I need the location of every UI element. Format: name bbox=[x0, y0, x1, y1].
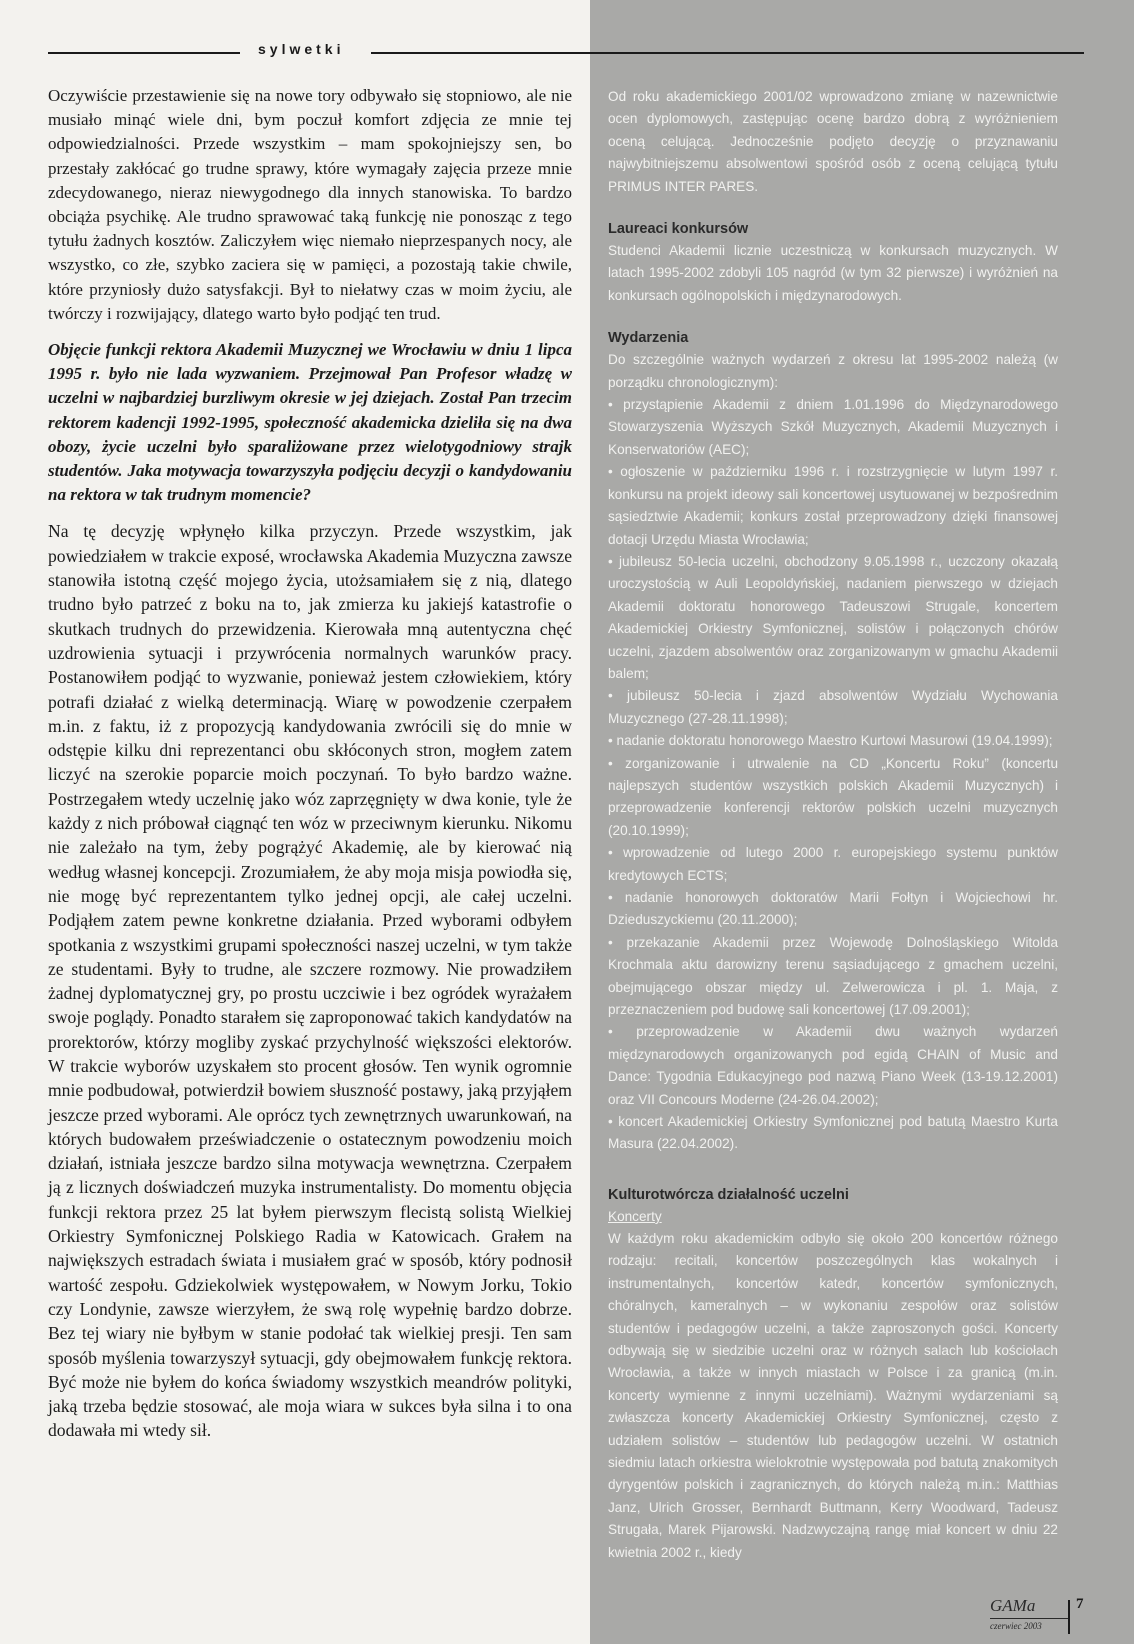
event-item: • przekazanie Akademii przez Wojewodę Dolnośląskiego Witolda Krochmala aktu darowizny terenu sąsiadującego z gmachem uczelni, obejmującego obszar między ul. Zelwerowicza i pl. 1. Maja, z przeznaczeniem pod budowę sali koncertowej (17.09.2001); bbox=[608, 934, 1058, 1018]
event-item: • przystąpienie Akademii z dniem 1.01.1996 do Międzynarodowego Stowarzyszenia Wyższych Szkół Muzycznych, Akademii Muzycznych i Konserwatoriów (AEC); bbox=[608, 397, 1058, 457]
koncerty-text: W każdym roku akademickim odbyło się około 200 koncertów różnego rodzaju: recitali, koncertów poszczególnych klas wokalnych i instrumentalnych, koncertów katedr, koncertów symfonicznych, chóralnych, kameralnych – w wykonaniu zespołów oraz solistów studentów i pedagogów uczelni, a także zaproszonych gości. Koncerty odbywają się w siedzibie uczelni oraz w różnych salach lub kościołach Wrocławia, a także w innych miastach w Polsce i za granicą (m.in. koncerty wymienne z innymi uczelniami). Ważnymi wydarzeniami są zwłaszcza koncerty Akademickiej Orkiestry Symfonicznej, często z udziałem solistów – studentów lub pedagogów uczelni. W ostatnich siedmiu latach orkiestra wielokrotnie występowała pod batutą znakomitych dyrygentów polskich i zagranicznych, do których należą m.in.: Matthias Janz, Ulrich Grosser, Bernhardt Buttmann, Kerry Woodward, Tadeusz Strugała, Marek Pijarowski. Nadzwyczajną rangę miał koncert w dniu 22 kwietnia 2002 r., kiedy bbox=[608, 1230, 1058, 1560]
event-item: • nadanie doktoratu honorowego Maestro Kurtowi Masurowi (19.04.1999); bbox=[608, 733, 1053, 749]
event-item: • wprowadzenie od lutego 2000 r. europejskiego systemu punktów kredytowych ECTS; bbox=[608, 845, 1058, 883]
laureaci-text: Studenci Akademii licznie uczestniczą w konkursach muzycznych. W latach 1995-2002 zdobyli 105 nagród (w tym 32 pierwsze) i wyróżnień na konkursach ogólnopolskich i międzynarodowych. bbox=[608, 243, 1058, 303]
kultura-heading: Kulturotwórcza działalność uczelni bbox=[608, 1186, 849, 1203]
wydarzenia-intro: Do szczególnie ważnych wydarzeń z okresu lat 1995-2002 należą (w porządku chronologicznym): bbox=[608, 352, 1058, 390]
sidebar-intro: Od roku akademickiego 2001/02 wprowadzono zmianę w nazewnictwie ocen dyplomowych, zastępując ocenę bardzo dobrą z wyróżnieniem oceną celującą. Jednocześnie podjęto decyzję o przyznawaniu najwybitniejszemu absolwentowi spośród osób z oceną celującą tytułu PRIMUS INTER PARES. bbox=[608, 89, 1058, 194]
page-header bbox=[48, 40, 1084, 64]
answer-paragraph: Oczywiście przestawienie się na nowe tory odbywało się stopniowo, ale nie musiało minąć wiele dni, bym poczuł komfort zdjęcia ze mnie tej odpowiedzialności. Przede wszystkim – mam spokojniejszy sen, bo przestały zakłócać go trudne sprawy, które wymagały zajęcia przeze mnie zdecydowanego, nieraz niewygodnego dla innych stanowiska. To bardzo obciąża psychikę. Ale trudno sprawować taką funkcję nie ponosząc z tego tytułu żadnych kosztów. Zaliczyłem więc niemało nieprzespanych nocy, ale wszystko, co złe, szybko zaciera się w pamięci, a pozostają takie chwile, które przyniosły dużo satysfakcji. Był to niełatwy czas w moim życiu, ale twórczy i rozwijający, dlatego warto było podjąć ten trud. bbox=[48, 86, 572, 323]
event-item: • koncert Akademickiej Orkiestry Symfonicznej pod batutą Maestro Kurta Masura (22.04.2002). bbox=[608, 1114, 1058, 1152]
koncerty-subheading: Koncerty bbox=[608, 1208, 662, 1224]
header-rule-right bbox=[371, 52, 1084, 54]
laureaci-heading: Laureaci konkursów bbox=[608, 221, 749, 238]
event-item: • zorganizowanie i utrwalenie na CD „Koncertu Roku” (koncertu najlepszych studentów wszystkich polskich Akademii Muzycznych) i przeprowadzenie konferencji rektorów polskich uczelni muzycznych (20.10.1999); bbox=[608, 755, 1058, 838]
event-item: • jubileusz 50-lecia i zjazd absolwentów Wydziału Wychowania Muzycznego (27-28.11.1998); bbox=[608, 688, 1058, 726]
interview-question: Objęcie funkcji rektora Akademii Muzycznej we Wrocławiu w dniu 1 lipca 1995 r. było nie lada wyzwaniem. Przejmował Pan Profesor władzę w uczelni w najbardziej burzliwym okresie w jej dziejach. Został Pan trzecim rektorem kadencji 1992-1995, społeczność akademicka dzieliła się na dwa obozy, życie uczelni było sparaliżowane przez wielotygodniowy strajk studentów. Jaka motywacja towarzyszyła podjęciu decyzji o kandydowaniu na rektora w tak trudnym momencie? bbox=[48, 340, 572, 505]
event-item: • nadanie honorowych doktoratów Marii Fołtyn i Wojciechowi hr. Dzieduszyckiemu (20.11.2000); bbox=[608, 890, 1058, 928]
sidebar-column bbox=[608, 86, 1058, 1564]
page-footer bbox=[990, 1596, 1090, 1636]
magazine-title: GAMa bbox=[990, 1596, 1036, 1615]
section-label: sylwetki bbox=[258, 41, 345, 57]
header-rule-left bbox=[48, 52, 240, 54]
event-item: • jubileusz 50-lecia uczelni, obchodzony 9.05.1998 r., uczczony okazałą uroczystością w Auli Leopoldyńskiej, nadaniem pierwszego w dziejach Akademii doktoratu honorowego Tadeuszowi Strugale, koncertem Akademickiej Orkiestry Symfonicznej, solistów i połączonych chórów uczelni, zjazdem absolwentów oraz zorganizowanym w gmachu Akademii balem; bbox=[608, 553, 1058, 681]
event-item: • przeprowadzenie w Akademii dwu ważnych wydarzeń międzynarodowych organizowanych pod egidą CHAIN of Music and Dance: Tygodnia Edukacyjnego pod nazwą Piano Week (13-19.12.2001) oraz VII Concours Moderne (24-26.04.2002); bbox=[608, 1024, 1058, 1107]
wydarzenia-heading: Wydarzenia bbox=[608, 330, 689, 347]
event-item: • ogłoszenie w październiku 1996 r. i rozstrzygnięcie w lutym 1997 r. konkursu na projekt ideowy sali koncertowej usytuowanej w bezpośrednim sąsiedztwie Akademii; konkurs został przeprowadzony dzięki finansowej dotacji Urzędu Miasta Wrocławia; bbox=[608, 464, 1058, 547]
answer-paragraph: Na tę decyzję wpłynęło kilka przyczyn. Przede wszystkim, jak powiedziałem w trakcie exposé, wrocławska Akademia Muzyczna zawsze stanowiła istotną część mojego życia, utożsamiałem się z nią, dlatego trudno było patrzeć z boku na to, jak zmierza ku jakiejś katastrofie o skutkach trudnych do przewidzenia. Kierowała mną autentyczna chęć uzdrowienia sytuacji i przywrócenia normalnych warunków pracy. Postanowiłem podjąć to wyzwanie, ponieważ jestem człowiekiem, który potrafi działać z wielką determinacją. Wiarę w powodzenie czerpałem m.in. z faktu, iż z propozycją kandydowania zwrócili się do mnie w odstępie kilku dni reprezentanci obu skłóconych stron, mogłem zatem liczyć na szerokie poparcie moich poczynań. To było bardzo ważne. Postrzegałem wtedy uczelnię jako wóz zaprzęgnięty w dwa konie, tyle że każdy z nich próbował ciągnąć ten wóz w przeciwnym kierunku. Nikomu nie zależało na tym, żeby pogrążyć Akademię, ale by kierować nią według własnej koncepcji. Zrozumiałem, że aby moja misja powiodła się, nie mogę być reprezentantem tylko jednej opcji, ale całej uczelni. Podjąłem zatem pewne konkretne działania. Przed wyborami odbyłem spotkania z wszystkimi grupami społeczności naszej uczelni, w tym także ze studentami. Były to trudne, ale szczere rozmowy. Nie prowadziłem żadnej dyplomatycznej gry, po prostu uczciwie i bez ogródek wyrażałem swoje poglądy. Ponadto starałem się zaproponować takich kandydatów na prorektorów, którzy mogliby zyskać przychylność większości elektorów. W trakcie wyborów uzyskałem sto procent głosów. Ten wynik ogromnie mnie podbudował, potwierdził bowiem słuszność postawy, jaką przyjąłem jeszcze przed wyborami. Ale oprócz tych zewnętrznych uwarunkowań, na których budowałem przeświadczenie o ostatecznym powodzeniu moich działań, istniała jeszcze bardzo silna motywacja wewnętrzna. Czerpałem ją z licznych doświadczeń muzyka instrumentalisty. Do momentu objęcia funkcji rektora przez 25 lat byłem pierwszym flecistą solistą Wielkiej Orkiestry Symfonicznej Polskiego Radia w Katowicach. Grałem na największych estradach świata i musiałem grać w sposób, który podnosił wartość zespołu. Gdziekolwiek występowałem, w Nowym Jorku, Tokio czy Londynie, zawsze wierzyłem, że swą rolę wypełnię bardzo dobrze. Bez tej wiary nie byłbym w stanie podołać tak wielkiej presji. Ten sam sposób myślenia towarzyszył sytuacji, gdy obejmowałem funkcję rektora. Być może nie byłem do końca świadomy wszystkich meandrów polityki, jaką trzeba będzie stosować, ale moja wiara w sukces była silna i to ona dodawała mi wtedy sił. bbox=[48, 521, 572, 1441]
footer-separator bbox=[1068, 1600, 1070, 1634]
interview-column bbox=[48, 84, 572, 1443]
page-number: 7 bbox=[1076, 1596, 1084, 1612]
issue-date: czerwiec 2003 bbox=[990, 1618, 1070, 1631]
